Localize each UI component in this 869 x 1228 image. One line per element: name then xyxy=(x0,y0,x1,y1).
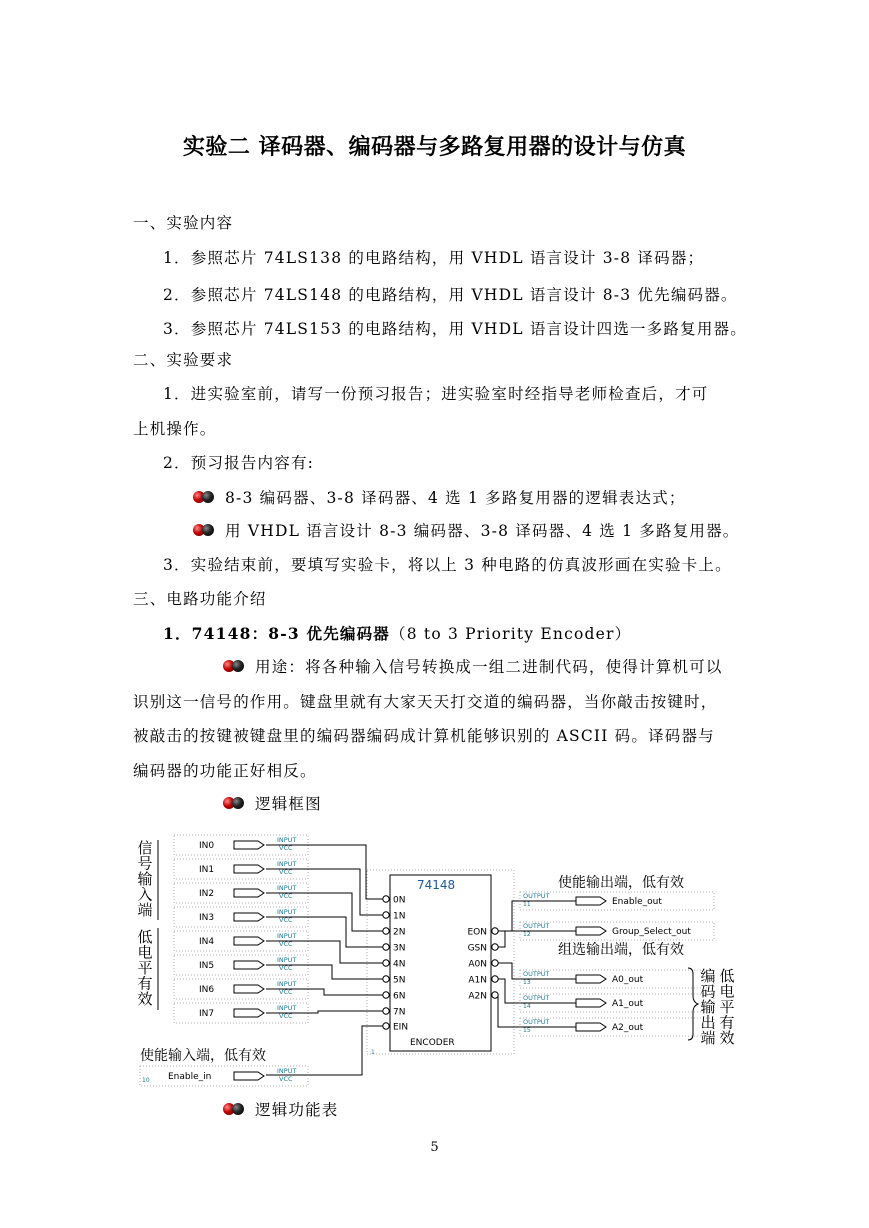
output-label: Enable_out xyxy=(612,897,662,907)
input-label: IN7 xyxy=(199,1009,215,1019)
brace xyxy=(688,968,698,1040)
requirement-2: 2．预习报告内容有: xyxy=(163,454,315,472)
output-pin-num: 15 xyxy=(523,1027,531,1034)
wire xyxy=(498,995,576,1027)
output-pin-num: 11 xyxy=(523,901,531,908)
pin-frame xyxy=(520,994,714,1012)
pin-frame xyxy=(520,970,714,988)
bullet-icon xyxy=(223,1102,249,1116)
chip-frame xyxy=(367,870,514,1054)
right-label-char: 低 xyxy=(719,967,735,985)
bullet-icon xyxy=(223,796,249,810)
usage-text: 用途：将各种输入信号转换成一组二进制代码，使得计算机可以 xyxy=(255,658,723,676)
diagram-label-text: 逻辑框图 xyxy=(255,795,322,813)
chip-input-label: 7N xyxy=(393,1007,406,1018)
output-label: A0_out xyxy=(612,975,644,985)
input-symbol xyxy=(234,889,264,897)
bullet-text: 8-3 编码器、3-8 译码器、4 选 1 多路复用器的逻辑表达式； xyxy=(225,489,686,507)
chip-body xyxy=(390,875,491,1051)
pin-bubble xyxy=(383,1008,389,1014)
output-tag: OUTPUT xyxy=(523,892,550,900)
left-label-char: 输 xyxy=(137,870,153,888)
input-symbol xyxy=(234,985,264,993)
input-tag: INPUT xyxy=(277,1067,297,1075)
wire xyxy=(266,1026,383,1075)
wire xyxy=(266,941,383,963)
left-label-char: 效 xyxy=(137,990,153,1008)
right-label-char: 效 xyxy=(719,1029,735,1047)
chip-output-label: EON xyxy=(467,927,487,938)
pin-frame xyxy=(520,1018,714,1036)
bullet-icon xyxy=(193,490,219,504)
left-label-char: 入 xyxy=(137,885,153,904)
usage-line-2: 识别这一信号的作用。键盘里就有大家天天打交道的编码器，当你敲击按键时， xyxy=(133,693,718,711)
wire xyxy=(266,917,383,947)
subsection-subtitle: （8 to 3 Priority Encoder） xyxy=(390,625,632,643)
right-label-char: 码 xyxy=(700,982,716,1001)
pin-frame xyxy=(174,859,308,879)
output-symbol xyxy=(576,1023,606,1031)
pin-frame xyxy=(174,1003,308,1023)
pin-frame xyxy=(174,883,308,903)
wire xyxy=(266,845,383,899)
pin-bubble xyxy=(383,992,389,998)
input-symbol xyxy=(234,1009,264,1017)
right-label-char: 平 xyxy=(719,998,735,1016)
output-tag: OUTPUT xyxy=(523,922,550,930)
wire xyxy=(498,931,576,947)
enable-out-note: 使能输出端，低有效 xyxy=(558,875,684,891)
vcc-tag: VCC xyxy=(279,892,293,900)
vcc-tag: VCC xyxy=(279,1012,293,1020)
wire xyxy=(266,1011,383,1013)
output-tag: OUTPUT xyxy=(523,994,550,1002)
subsection-title: 1．74148：8-3 优先编码器 xyxy=(163,624,391,643)
requirement-1-line1: 1．进实验室前，请写一份预习报告；进实验室时经指导老师检查后，才可 xyxy=(163,385,709,403)
pin-frame xyxy=(140,1066,308,1086)
output-label: A2_out xyxy=(612,1023,644,1033)
enable-in-label: Enable_in xyxy=(168,1072,212,1082)
pin-bubble xyxy=(383,976,389,982)
pin-bubble xyxy=(383,944,389,950)
pin-frame xyxy=(174,835,308,855)
pin-frame xyxy=(520,922,714,940)
vcc-tag: VCC xyxy=(279,964,293,972)
usage-line-1 xyxy=(223,657,723,677)
subsection-74148 xyxy=(163,624,631,644)
chip-input-label: 6N xyxy=(393,991,406,1002)
pin-frame xyxy=(174,979,308,999)
pin-bubble xyxy=(492,960,498,966)
right-label-char: 端 xyxy=(700,1029,716,1047)
content-item-2: 2．参照芯片 74LS148 的电路结构，用 VHDL 语言设计 8-3 优先编码器。 xyxy=(163,286,738,304)
right-label-char: 输 xyxy=(700,998,716,1016)
input-label: IN2 xyxy=(199,889,215,899)
content-item-1: 1．参照芯片 74LS138 的电路结构，用 VHDL 语言设计 3-8 译码器； xyxy=(163,249,705,267)
wires xyxy=(266,845,576,1075)
chip-input-label: 2N xyxy=(393,927,406,938)
chip-pin-num: 1 xyxy=(371,1049,375,1056)
input-tag: INPUT xyxy=(277,932,297,940)
input-tag: INPUT xyxy=(277,1004,297,1012)
left-label-char: 平 xyxy=(137,959,153,977)
output-pin-num: 13 xyxy=(523,979,531,986)
pin-bubble xyxy=(383,928,389,934)
chip-input-label: 5N xyxy=(393,975,406,986)
input-symbol xyxy=(234,961,264,969)
section-heading-content: 一、实验内容 xyxy=(133,214,234,232)
output-label: A1_out xyxy=(612,999,644,1009)
input-tag: INPUT xyxy=(277,956,297,964)
pin-frame xyxy=(174,931,308,951)
vcc-tag: VCC xyxy=(279,988,293,996)
output-pins xyxy=(520,874,714,1036)
usage-line-4: 编码器的功能正好相反。 xyxy=(133,762,317,780)
input-label: IN3 xyxy=(199,913,215,923)
chip-input-label: EIN xyxy=(393,1022,409,1033)
wire xyxy=(266,893,383,931)
pin-bubble xyxy=(492,944,498,950)
pin-bubble xyxy=(383,896,389,902)
enable-pin-num: 10 xyxy=(142,1077,150,1084)
chip-output-label: GSN xyxy=(467,943,487,954)
left-vertical-label xyxy=(137,839,158,1010)
wire xyxy=(266,869,383,915)
input-tag: INPUT xyxy=(277,836,297,844)
input-label: IN1 xyxy=(199,865,215,875)
output-symbol xyxy=(576,975,606,983)
pin-bubble xyxy=(383,960,389,966)
chip-name: 74148 xyxy=(417,878,456,892)
left-label-char: 号 xyxy=(137,854,153,873)
chip-input-label: 4N xyxy=(393,959,406,970)
left-label-char: 电 xyxy=(137,943,153,962)
input-label: IN0 xyxy=(199,841,215,851)
input-symbol xyxy=(234,937,264,945)
right-label-char: 出 xyxy=(700,1013,716,1032)
chip-output-label: A2N xyxy=(468,991,487,1002)
output-symbol xyxy=(576,897,606,905)
left-label-char: 信 xyxy=(137,839,153,857)
output-label: Group_Select_out xyxy=(612,927,691,937)
input-symbol xyxy=(234,913,264,921)
input-symbol xyxy=(234,841,264,849)
bullet-text: 用 VHDL 语言设计 8-3 编码器、3-8 译码器、4 选 1 多路复用器。 xyxy=(225,522,740,540)
encoder-chip xyxy=(367,870,514,1056)
bullet-icon xyxy=(223,659,249,673)
pin-frame xyxy=(174,907,308,927)
wire xyxy=(498,901,576,931)
input-tag: INPUT xyxy=(277,884,297,892)
wire xyxy=(498,979,576,1003)
chip-footer: ENCODER xyxy=(410,1038,455,1048)
vcc-tag: VCC xyxy=(279,868,293,876)
bullet-item-2 xyxy=(193,521,740,541)
output-tag: OUTPUT xyxy=(523,1018,550,1026)
input-label: IN5 xyxy=(199,961,215,971)
group-out-note: 组选输出端，低有效 xyxy=(558,942,684,958)
pin-frame xyxy=(520,892,714,910)
vcc-tag: VCC xyxy=(279,844,293,852)
output-pin-num: 12 xyxy=(523,931,531,938)
output-symbol xyxy=(576,927,606,935)
pin-bubble xyxy=(383,1023,389,1029)
input-tag: INPUT xyxy=(277,860,297,868)
right-label-char: 有 xyxy=(719,1013,735,1032)
input-symbol xyxy=(234,865,264,873)
section-heading-circuit: 三、电路功能介绍 xyxy=(133,590,267,608)
right-vertical-label xyxy=(688,967,735,1047)
bullet-icon xyxy=(193,523,219,537)
pin-bubble xyxy=(492,992,498,998)
pin-frame xyxy=(174,955,308,975)
vcc-tag: VCC xyxy=(279,916,293,924)
left-label-char: 低 xyxy=(137,928,153,946)
output-pin-num: 14 xyxy=(523,1003,531,1010)
chip-output-label: A1N xyxy=(468,975,487,986)
requirement-1-line2: 上机操作。 xyxy=(133,420,217,438)
table-label xyxy=(223,1100,339,1120)
right-label-char: 编 xyxy=(700,967,716,985)
chip-input-label: 0N xyxy=(393,895,406,906)
input-tag: INPUT xyxy=(277,908,297,916)
pin-bubble xyxy=(383,912,389,918)
bullet-item-1 xyxy=(193,488,686,508)
output-tag: OUTPUT xyxy=(523,970,550,978)
content-item-3: 3．参照芯片 74LS153 的电路结构，用 VHDL 语言设计四选一多路复用器。 xyxy=(163,320,747,338)
input-symbol xyxy=(234,1072,264,1080)
section-heading-requirements: 二、实验要求 xyxy=(133,351,234,369)
pin-bubble xyxy=(492,928,498,934)
right-label-char: 电 xyxy=(719,982,735,1001)
wire xyxy=(266,965,383,979)
chip-output-label: A0N xyxy=(468,959,487,970)
vcc-tag: VCC xyxy=(279,940,293,948)
enable-input xyxy=(140,1047,308,1086)
input-label: IN6 xyxy=(199,985,215,995)
wire xyxy=(266,989,383,995)
diagram-label xyxy=(223,794,322,814)
page-title: 实验二 译码器、编码器与多路复用器的设计与仿真 xyxy=(182,134,687,160)
chip-input-label: 3N xyxy=(393,943,406,954)
input-label: IN4 xyxy=(199,937,215,947)
left-label-char: 有 xyxy=(137,974,153,993)
left-label-char: 端 xyxy=(137,901,153,919)
chip-input-label: 1N xyxy=(393,911,406,922)
enable-in-note: 使能输入端，低有效 xyxy=(140,1048,266,1064)
pin-bubble xyxy=(492,976,498,982)
output-symbol xyxy=(576,999,606,1007)
vcc-tag: VCC xyxy=(279,1075,293,1083)
requirement-3: 3．实验结束前，要填写实验卡，将以上 3 种电路的仿真波形画在实验卡上。 xyxy=(163,556,732,574)
input-pins xyxy=(174,835,308,1023)
input-tag: INPUT xyxy=(277,980,297,988)
usage-line-3: 被敲击的按键被键盘里的编码器编码成计算机能够识别的 ASCII 码。译码器与 xyxy=(133,727,715,745)
table-label-text: 逻辑功能表 xyxy=(255,1101,339,1119)
wire xyxy=(498,963,576,979)
page-number: 5 xyxy=(430,1140,439,1155)
